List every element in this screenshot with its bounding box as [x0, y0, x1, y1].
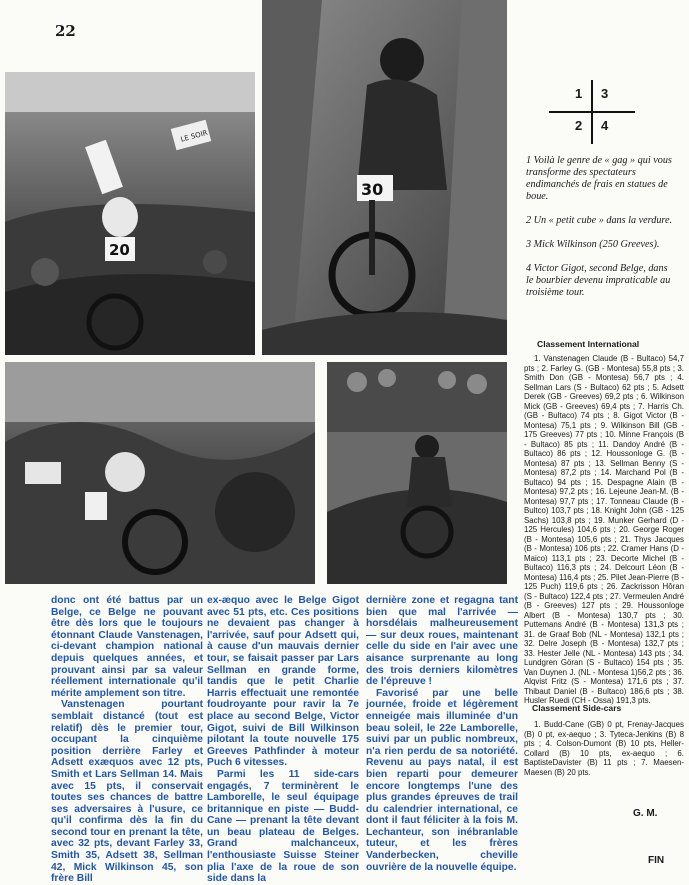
photo-2-petit-cube [5, 362, 315, 584]
classement-international-title: Classement International [537, 339, 640, 349]
classement-international-list: 1. Vanstenagen Claude (B - Bultaco) 54,7 pts ; 2. Farley G. (GB - Montesa) 55,8 pts ; 3. Smith Don (GB - Montesa) 56,7 pts ; 4. Sellman Lars (S - Bultaco) 62 pts ; 5. Adsett Derek (GB - Greeves) 69,2 pts ; 6. Wilkinson Mick (GB - Greeves) 69,4 pts ; 7. Harris Ch. (GB - Bultaco) 74 pts ; 8. Gigot Victor (B - Montesa) 75,1 pts ; 9. Wilkinson Bill (GB - 175 Greeves) 77 pts ; 10. Minne François (B - Bultaco) 85 pts ; 11. Dandoy André (B - Bultaco) 86 pts ; 12. Houssonloge G. (B - Montesa) 87 pts ; 13. Sellman Benny (S - Montesa) 87,2 pts ; 14. Marchand Pol (B - Bultaco) 94 pts ; 15. Despagne Alain (B - Montesa) 97,2 pts ; 16. Lejeune Jean-M. (B - Montesa) 97,7 pts ; 17. Tonneau Claude (B - Bultco) 103,7 pts ; 18. Knight John (GB - 125 Sachs) 103,8 pts ; 19. Munker Gerhard (D - 125 Hercules) 104,6 pts ; 20. George Roger (B - Montesa) 105,6 pts ; 21. Thys Jacques (B - Montesa) 106 pts ; 22. Cramer Hans (D - Maico) 113,1 pts ; 23. Decorte Michel (B - Bultaco) 116,3 pts ; 24. Delcourt Léon (B - Montesa) 116,4 pts ; 25. Pilet Jean-Pierre (B - 125 Puch) 119,6 pts ; 26. Zackrisson Hôran (S - Bultaco) 122,4 pts ; 27. Vermeulen André (B - Greeves) 127 pts ; 29. Houssonloge Albert (B - Montesa) 130,7 pts ; 30. Puttemans André (B - Montesa) 131,3 pts ; 31. de Graaf Bob (NL - Montesa) 132,1 pts ; 32. Delre Joseph (B - Montesa) 132,7 pts ; 33. Hester Jelle (NL - Montesa) 143 pts ; 34. Lundgren Göran (S - Bultaco) 154 pts ; 35. Van Duynen J. (NL - Montesa 1)56,2 pts ; 36. Alqvist Fritz (S - Montesa) 171,6 pts ; 37. Thibaut Daniel (B - Bultaco) 186,6 pts ; 38. Husler Ruedi (CH - Ossa) 191,3 pts. [524, 354, 684, 705]
signature: G. M. [633, 808, 658, 819]
photo-captions [526, 155, 676, 311]
fin-marker: FIN [648, 855, 665, 866]
photo-3-mick-wilkinson [262, 0, 507, 355]
key-4: 4 [601, 118, 609, 133]
key-3: 3 [601, 86, 609, 101]
photo-1-muddy-spectators [5, 72, 255, 355]
classement-sidecars-title: Classement Side-cars [532, 703, 622, 713]
caption-1: 1 Voilà le genre de « gag » qui vous transforme des spectateurs endimanchés de frais en statues de boue. [526, 155, 672, 202]
classement-sidecars-list: 1. Budd-Cane (GB) 0 pt, Frenay-Jacques (B) 0 pt, ex-aequo ; 3. Tyteca-Jenkins (B) 8 pts ; 4. Colson-Dumont (B) 10 pts, Heller-Collard (B) 10 pts, ex-aequo ; 6. BaptisteDavister (B) 11 pts ; 7. Maesen-Maesen (B) 20 pts. [524, 720, 684, 777]
caption-4: 4 Victor Gigot, second Belge, dans le bourbier devenu impraticable au troisième tour. [526, 263, 671, 298]
page-number: 22 [55, 22, 76, 40]
caption-3: 3 Mick Wilkinson (250 Greeves). [526, 239, 660, 250]
rider-number-20: 20 [109, 241, 130, 259]
photo-4-victor-gigot [327, 362, 507, 584]
article-column-2: ex-æquo avec le Belge Gigot avec 51 pts, etc. Ces positions ne devaient pas changer à l'arrivée, sauf pour Adsett qui, à cause d'un mauvais dernier tour, se faisait passer par Lars Sellman en grande forme, tandis que le petit Charlie Harris effectuait une remontée foudroyante pour ravir la 7e place au second Belge, Victor Gigot, suivi de Bill Wilkinson pilotant la toute nouvelle 175 Greeves Pathfinder à moteur Puch 6 vitesses. Parmi les 11 side-cars engagés, 7 terminèrent le Lamborelle, le seul équipage britannique en piste — Budd-Cane — prenant la tête devant un beau plateau de Belges. Grand malchanceux, l'enthousiaste Suisse Steiner plia l'axe de la roue de son side dans la [207, 595, 359, 885]
photo-key-grid [549, 80, 635, 144]
sign-le-soir: LE SOIR [179, 128, 209, 144]
article-column-1: donc ont été battus par un Belge, ce Belge ne pouvant être dès lors que le toujours étonnant Claude Vanstenagen, ci-devant champion national depuis quelques années, et prouvant ainsi par sa valeur réellement internationale qu'il mérite amplement son titre. Vanstenagen pourtant semblait distancé (tout est relatif) dès le premier tour, occupant la cinquième position derrière Farley et Adsett exæquos avec 12 pts, Smith et Lars Sellman 14. Mais avec 15 pts, il conservait toutes ses chances de battre ses adversaires à l'usure, ce qu'il confirma dès la fin du second tour en prenant la tête, avec 32 pts, devant Farley 33, Smith 35, Adsett 38, Sellman 42, Mick Wilkinson 45, son frère Bill [51, 595, 203, 885]
key-1: 1 [575, 86, 583, 101]
article-column-3: dernière zone et regagna tant bien que mal l'arrivée — horsdélais malheureusement — sur deux roues, maintenant celle du side en l'air avec une aisance surprenante au long des trois derniers kilomètres de l'épreuve ! Favorisé par une belle journée, froide et légèrement enneigée mais illuminée d'un beau soleil, le 22e Lamborelle, suivi par un public nombreux, n'a rien perdu de sa notoriété. Revenu au pays natal, il est bien reparti pour demeurer encore longtemps l'une des plus grandes épreuves de trail du calendrier international, ce dont il faut féliciter à la fois M. Lechanteur, son inébranlable tuteur, et les frères Vanderbecken, cheville ouvrière de la nouvelle équipe. [366, 595, 518, 873]
key-2: 2 [575, 118, 583, 133]
rider-number-30: 30 [361, 180, 384, 199]
caption-2: 2 Un « petit cube » dans la verdure. [526, 215, 673, 226]
